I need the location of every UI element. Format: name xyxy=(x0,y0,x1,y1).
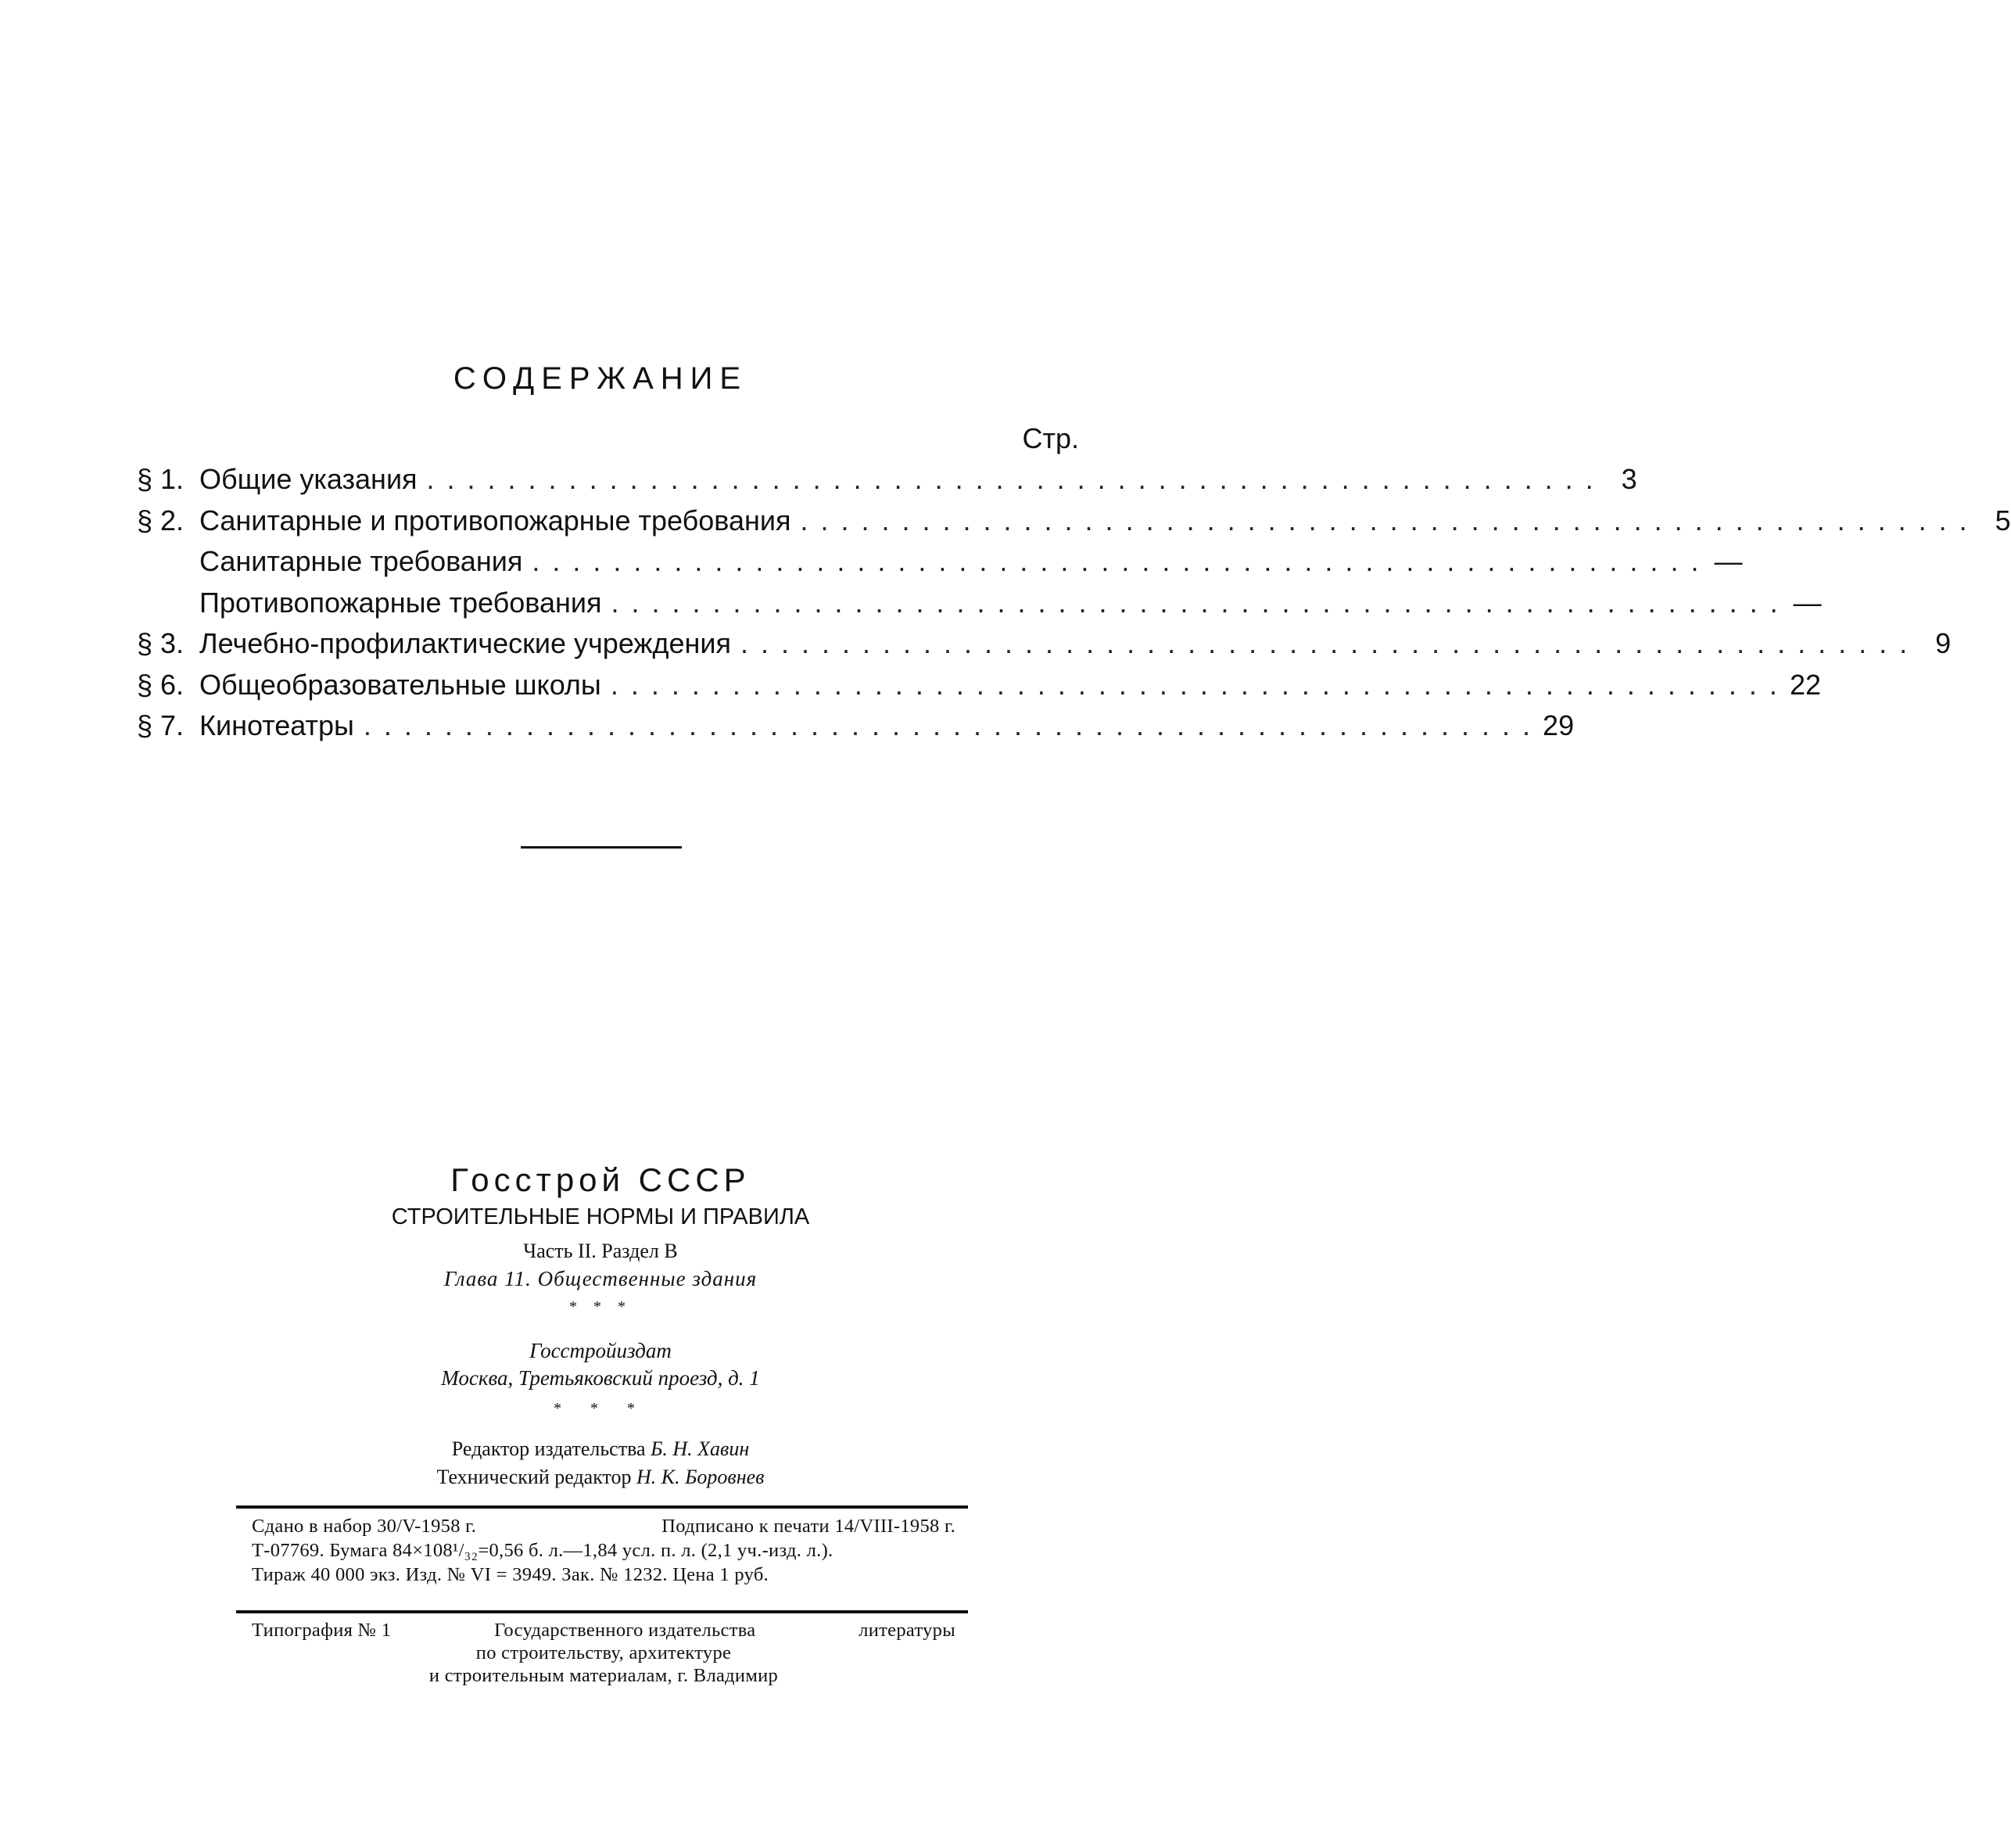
printer-line-part: Государственного издательства xyxy=(494,1620,756,1641)
organization-name: Госстрой СССР xyxy=(450,1161,751,1198)
editor-label: Редактор издательства xyxy=(451,1437,646,1460)
toc-entry-page: — xyxy=(1793,586,1822,619)
toc-leader-dots: .......................................................... xyxy=(740,627,1920,659)
toc-leader-dots: .......................................................... xyxy=(610,668,1790,701)
toc-entry-label: Противопожарные требования xyxy=(199,586,602,619)
paper-format: Т-07769. Бумага 84×108¹/₃₂=0,56 б. л.—1,84 усл. п. л. (2,1 уч.-изд. л.). xyxy=(252,1540,833,1561)
toc-entry-label: Общеобразовательные школы xyxy=(199,668,601,701)
publisher-name: Госстройиздат xyxy=(529,1339,672,1362)
pubdata-line xyxy=(252,1538,955,1563)
printer-line-part: литературы xyxy=(859,1620,955,1641)
printer-line: и строительным материалам, г. Владимир xyxy=(428,1665,779,1686)
typeset-date: Сдано в набор 30/V-1958 г. xyxy=(252,1516,477,1537)
toc-entry xyxy=(137,623,1952,665)
toc-entry-number: § 6. xyxy=(137,668,185,701)
toc-entry-number: § 1. xyxy=(137,463,185,495)
publication-data xyxy=(252,1514,955,1587)
toc-entry-page: 3 xyxy=(1621,463,1637,495)
editor-name: Б. Н. Хавин xyxy=(651,1437,750,1460)
toc-entry-page: 5 xyxy=(1995,504,2011,536)
publisher-address: Москва, Третьяковский проезд, д. 1 xyxy=(441,1366,760,1390)
toc-entry xyxy=(137,665,1821,706)
toc-leader-dots: .......................................................... xyxy=(800,504,1980,536)
toc-entry-page: 9 xyxy=(1935,627,1952,659)
editor-credit xyxy=(0,1437,1201,1461)
toc-leader-dots: .......................................................... xyxy=(611,586,1791,619)
contents-title: СОДЕРЖАНИЕ xyxy=(453,361,748,396)
pubdata-line xyxy=(252,1563,955,1587)
print-run-price: Тираж 40 000 экз. Изд. № VI = 3949. Зак. № 1232. Цена 1 руб. xyxy=(252,1564,769,1585)
toc-leader-dots: .......................................................... xyxy=(426,463,1606,495)
toc-entry-label: Лечебно-профилактические учреждения xyxy=(199,627,732,659)
printer-line: по строительству, архитектуре xyxy=(475,1642,732,1663)
series-title: СТРОИТЕЛЬНЫЕ НОРМЫ И ПРАВИЛА xyxy=(391,1204,810,1229)
toc-entry-label: Санитарные и противопожарные требования xyxy=(199,504,791,536)
tech-editor-credit xyxy=(0,1466,1201,1489)
part-section: Часть II. Раздел В xyxy=(523,1240,678,1262)
toc-entry-label: Санитарные требования xyxy=(199,545,523,577)
toc-entry-label: Кинотеатры xyxy=(199,709,354,741)
asterism: * * * xyxy=(554,1400,647,1417)
toc-subentry xyxy=(137,583,1822,624)
divider-rule xyxy=(236,1610,968,1613)
print-signed-date: Подписано к печати 14/VIII-1958 г. xyxy=(661,1516,955,1537)
divider-rule xyxy=(236,1505,968,1509)
toc-subentry xyxy=(137,541,1743,583)
toc-leader-dots: .......................................................... xyxy=(363,709,1543,741)
asterism: * * * xyxy=(569,1298,632,1315)
chapter-title: Глава 11. Общественные здания xyxy=(443,1267,758,1290)
table-of-contents xyxy=(137,418,2011,747)
toc-entry-number: § 2. xyxy=(137,504,185,536)
toc-entry-page: — xyxy=(1714,545,1743,577)
page-column-header: Стр. xyxy=(1022,422,1079,454)
printer-line-part: Типография № 1 xyxy=(252,1620,392,1641)
pubdata-line xyxy=(252,1514,955,1538)
toc-entry-page: 22 xyxy=(1789,668,1821,701)
tech-editor-label: Технический редактор xyxy=(436,1466,632,1488)
toc-entry-number: § 7. xyxy=(137,709,185,741)
toc-entry xyxy=(137,501,2011,542)
toc-leader-dots: .......................................................... xyxy=(532,545,1712,577)
toc-entry xyxy=(137,459,1637,501)
printer-info xyxy=(252,1619,955,1687)
toc-entry-page: 29 xyxy=(1543,709,1575,741)
toc-entry-label: Общие указания xyxy=(199,463,418,495)
toc-entry xyxy=(137,705,1575,747)
printer-line xyxy=(252,1619,955,1642)
tech-editor-name: Н. К. Боровнев xyxy=(636,1466,765,1488)
toc-entry-number: § 3. xyxy=(137,627,185,659)
section-divider xyxy=(521,846,682,849)
